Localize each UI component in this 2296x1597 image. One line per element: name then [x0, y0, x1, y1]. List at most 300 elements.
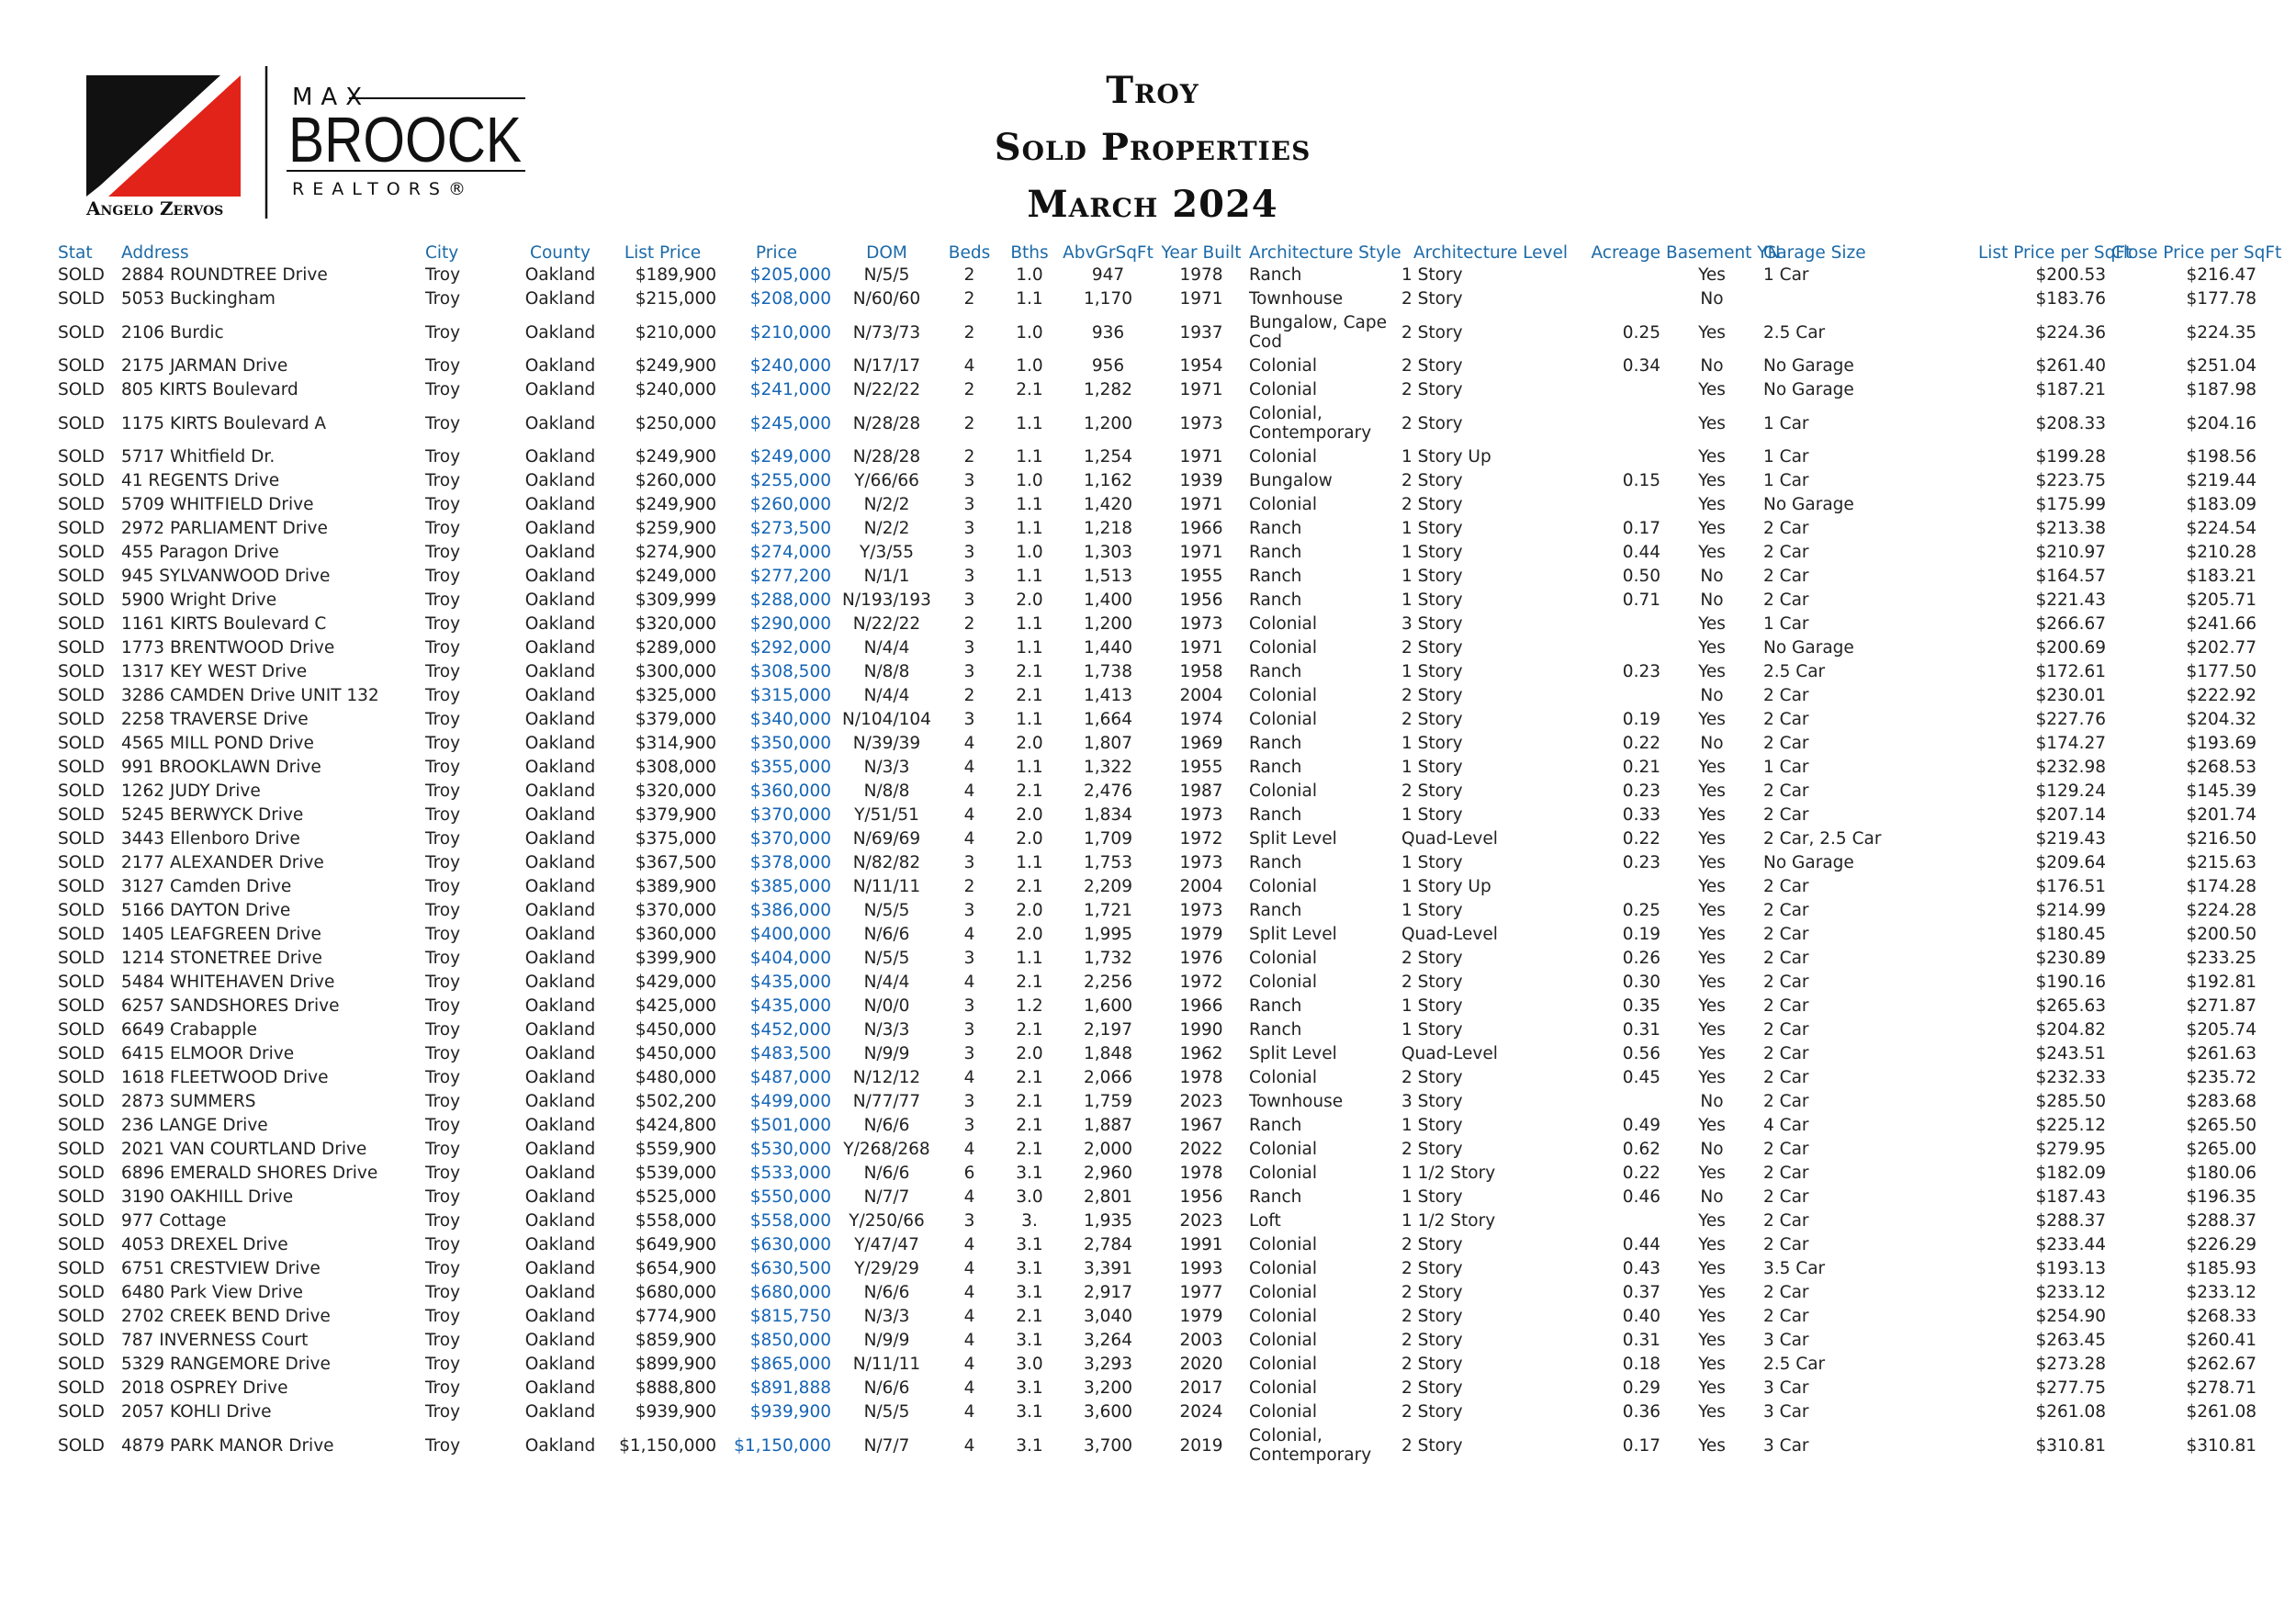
table-cell: 0.15 — [1622, 471, 1660, 490]
table-cell: $222.92 — [2186, 686, 2257, 705]
table-cell: No Garage — [1763, 380, 1854, 399]
table-cell: Oakland — [524, 996, 596, 1016]
table-cell: 3. — [1021, 1211, 1038, 1231]
table-cell: $249,000 — [749, 447, 831, 467]
table-cell: $263.45 — [2035, 1331, 2106, 1350]
table-cell: Oakland — [524, 471, 596, 490]
column-header: Close Price per SqFt — [2111, 243, 2282, 263]
table-cell: 1937 — [1179, 322, 1223, 343]
table-cell: 1 Story — [1401, 1116, 1463, 1135]
table-cell: 2 Car — [1763, 734, 1809, 753]
table-cell: Colonial — [1249, 710, 1318, 729]
column-header: AbvGrSqFt — [1063, 243, 1154, 263]
table-cell: No — [1700, 1187, 1724, 1207]
table-cell: Oakland — [524, 543, 596, 562]
table-cell: Yes — [1698, 1044, 1726, 1063]
table-cell: 2.1 — [1016, 1092, 1043, 1111]
table-cell: 0.30 — [1622, 973, 1660, 992]
table-row — [55, 1256, 2259, 1280]
table-row — [55, 1113, 2259, 1137]
table-cell: SOLD — [58, 447, 105, 467]
table-row — [55, 612, 2259, 635]
table-cell: 3 — [963, 471, 975, 490]
table-cell: $502,200 — [635, 1092, 716, 1111]
table-cell: 0.44 — [1622, 1235, 1660, 1254]
table-cell: 3.1 — [1016, 1283, 1043, 1302]
table-cell: 1966 — [1179, 996, 1223, 1016]
table-cell: 6896 EMERALD SHORES Drive — [121, 1164, 378, 1183]
table-cell: 1.1 — [1016, 289, 1043, 309]
table-cell: 2,960 — [1084, 1164, 1132, 1183]
table-cell: $221.43 — [2035, 590, 2106, 610]
table-row — [55, 468, 2259, 492]
table-cell: $385,000 — [749, 877, 831, 896]
table-cell: N/28/28 — [852, 447, 921, 467]
table-cell: $224.28 — [2186, 901, 2257, 920]
table-cell: Colonial — [1249, 1355, 1318, 1374]
table-cell: 1971 — [1179, 543, 1223, 562]
table-cell: 3.1 — [1016, 1164, 1043, 1183]
table-cell: 3 Car — [1763, 1435, 1809, 1456]
table-row — [55, 516, 2259, 540]
table-cell: Oakland — [524, 447, 596, 467]
table-cell: N/9/9 — [863, 1044, 910, 1063]
table-cell: 1,303 — [1084, 543, 1132, 562]
table-row — [55, 970, 2259, 994]
table-cell: $235.72 — [2186, 1068, 2257, 1087]
table-cell: 1,322 — [1084, 758, 1132, 777]
table-cell: SOLD — [58, 805, 105, 825]
table-cell: Colonial — [1249, 1402, 1318, 1422]
table-cell: Troy — [425, 925, 461, 944]
table-cell: 0.34 — [1622, 356, 1660, 376]
table-cell: 1262 JUDY Drive — [121, 782, 261, 801]
table-cell: 2,801 — [1084, 1187, 1132, 1207]
table-cell: 2004 — [1179, 686, 1223, 705]
table-cell: 2 Car — [1763, 1068, 1809, 1087]
table-cell: SOLD — [58, 265, 105, 285]
table-cell: 1.0 — [1016, 471, 1043, 490]
table-cell: Troy — [425, 1235, 461, 1254]
table-cell: 1,440 — [1084, 638, 1132, 658]
table-cell: Troy — [425, 590, 461, 610]
table-cell: 2 Car — [1763, 1283, 1809, 1302]
column-header: Architecture Style — [1249, 243, 1401, 263]
table-cell: $310.81 — [2035, 1435, 2106, 1456]
table-cell: SOLD — [58, 322, 105, 343]
table-row — [55, 588, 2259, 612]
table-cell: Colonial — [1249, 949, 1318, 968]
table-cell: 1,200 — [1084, 413, 1132, 433]
table-cell: 2 — [963, 322, 975, 343]
table-cell: 0.22 — [1622, 734, 1660, 753]
table-cell: 4 — [963, 1378, 975, 1398]
title-subtitle: Sold Properties — [994, 126, 1311, 169]
table-cell: $340,000 — [749, 710, 831, 729]
table-cell: Troy — [425, 1020, 461, 1040]
table-cell: 2 Story — [1401, 710, 1463, 729]
table-cell: 1971 — [1179, 380, 1223, 399]
table-cell: Yes — [1698, 1402, 1726, 1422]
table-cell: 5900 Wright Drive — [121, 590, 277, 610]
table-cell: 4 — [963, 734, 975, 753]
table-cell: No — [1700, 356, 1724, 376]
table-cell: No — [1700, 590, 1724, 610]
table-cell: $367,500 — [635, 853, 716, 872]
table-cell: 1978 — [1179, 1068, 1223, 1087]
table-cell: 1405 LEAFGREEN Drive — [121, 925, 321, 944]
table-cell: 1955 — [1179, 567, 1223, 586]
table-cell: 41 REGENTS Drive — [121, 471, 280, 490]
table-cell — [1582, 683, 1663, 707]
table-cell: 0.25 — [1622, 322, 1660, 343]
table-cell: $192.81 — [2186, 973, 2257, 992]
table-cell: Oakland — [524, 1044, 596, 1063]
table-cell: Split Level — [1249, 829, 1337, 849]
table-cell: 2 Car — [1763, 567, 1809, 586]
table-cell: Troy — [425, 1164, 461, 1183]
table-cell: 1971 — [1179, 447, 1223, 467]
table-cell: $290,000 — [749, 614, 831, 634]
table-cell: $200.53 — [2035, 265, 2106, 285]
table-row — [55, 1423, 2259, 1467]
table-cell: $215,000 — [635, 289, 716, 309]
table-row — [55, 263, 2259, 287]
table-cell: Ranch — [1249, 901, 1302, 920]
brand-broock: BROOCK — [288, 104, 522, 175]
table-cell: 1 Car — [1763, 758, 1809, 777]
table-row — [55, 803, 2259, 827]
table-cell: $315,000 — [749, 686, 831, 705]
table-cell: 1 Car — [1763, 447, 1809, 467]
table-cell: 1990 — [1179, 1020, 1223, 1040]
table-cell: 2 Car — [1763, 1092, 1809, 1111]
table-cell: 1 Story — [1401, 567, 1463, 586]
table-cell: 5053 Buckingham — [121, 289, 276, 309]
table-cell: Ranch — [1249, 1020, 1302, 1040]
table-cell: 3.1 — [1016, 1378, 1043, 1398]
table-cell: 2 Story — [1401, 1307, 1463, 1326]
table-cell: 6751 CRESTVIEW Drive — [121, 1259, 321, 1278]
table-cell: 4 — [963, 973, 975, 992]
table-cell: 1,753 — [1084, 853, 1132, 872]
table-cell: 2972 PARLIAMENT Drive — [121, 519, 328, 538]
table-row — [55, 779, 2259, 803]
table-cell: 2021 VAN COURTLAND Drive — [121, 1140, 367, 1159]
table-cell: 2873 SUMMERS — [121, 1092, 256, 1111]
table-cell: Colonial — [1249, 1140, 1318, 1159]
table-cell: SOLD — [58, 1355, 105, 1374]
table-cell — [1582, 444, 1663, 468]
table-cell: 5166 DAYTON Drive — [121, 901, 291, 920]
table-cell: 1.1 — [1016, 413, 1043, 433]
table-cell: N/6/6 — [863, 1116, 910, 1135]
table-cell: $350,000 — [749, 734, 831, 753]
table-cell: Yes — [1698, 1235, 1726, 1254]
table-cell: 1 Car — [1763, 614, 1809, 634]
table-cell: $210.28 — [2186, 543, 2257, 562]
table-cell — [1582, 1089, 1663, 1113]
table-cell: $450,000 — [635, 1020, 716, 1040]
table-cell: N/82/82 — [852, 853, 921, 872]
table-cell: 2175 JARMAN Drive — [121, 356, 288, 376]
table-cell: $214.99 — [2035, 901, 2106, 920]
table-cell: Troy — [425, 543, 461, 562]
table-cell: $308,000 — [635, 758, 716, 777]
table-cell: $378,000 — [749, 853, 831, 872]
table-cell: Yes — [1698, 447, 1726, 467]
table-cell: No — [1700, 1092, 1724, 1111]
table-cell: 2.1 — [1016, 380, 1043, 399]
table-cell: 2057 KOHLI Drive — [121, 1402, 272, 1422]
table-cell: $370,000 — [749, 805, 831, 825]
table-cell: Oakland — [524, 901, 596, 920]
table-cell: 0.31 — [1622, 1331, 1660, 1350]
table-cell: Yes — [1698, 901, 1726, 920]
table-cell: 455 Paragon Drive — [121, 543, 279, 562]
table-cell: 1.0 — [1016, 265, 1043, 285]
table-row — [55, 994, 2259, 1018]
table-cell: 1978 — [1179, 265, 1223, 285]
table-cell: 947 — [1091, 265, 1125, 285]
table-cell: $187.43 — [2035, 1187, 2106, 1207]
column-header: DOM — [866, 243, 907, 263]
table-cell: Bungalow — [1249, 471, 1333, 490]
table-cell: $260.41 — [2186, 1331, 2257, 1350]
table-cell: $654,900 — [635, 1259, 716, 1278]
table-cell: $249,900 — [635, 356, 716, 376]
table-cell: $774,900 — [635, 1307, 716, 1326]
table-cell: 1972 — [1179, 829, 1223, 849]
table-cell: 3 — [963, 1116, 975, 1135]
table-cell: 1,664 — [1084, 710, 1132, 729]
table-cell: Ranch — [1249, 567, 1302, 586]
table-row — [55, 287, 2259, 310]
table-cell: 2 Car, 2.5 Car — [1763, 829, 1882, 849]
table-row — [55, 946, 2259, 970]
table-header-row — [55, 239, 2259, 263]
table-row — [55, 1209, 2259, 1232]
table-cell: No — [1700, 1140, 1724, 1159]
table-cell: 0.19 — [1622, 925, 1660, 944]
table-cell: $200.50 — [2186, 925, 2257, 944]
column-header: Architecture Level — [1413, 243, 1568, 263]
table-cell: $255,000 — [749, 471, 831, 490]
table-cell: $558,000 — [635, 1211, 716, 1231]
table-cell: $266.67 — [2035, 614, 2106, 634]
table-cell: 3 — [963, 519, 975, 538]
table-cell: 2 — [963, 413, 975, 433]
table-cell: 1.1 — [1016, 949, 1043, 968]
table-cell: 1,834 — [1084, 805, 1132, 825]
table-cell: Troy — [425, 805, 461, 825]
table-cell: 4 — [963, 1283, 975, 1302]
table-cell: Oakland — [524, 322, 596, 343]
column-header: Stat — [58, 243, 93, 263]
table-cell: SOLD — [58, 996, 105, 1016]
table-cell: $355,000 — [749, 758, 831, 777]
table-cell: Troy — [425, 1355, 461, 1374]
table-cell: $815,750 — [749, 1307, 831, 1326]
table-cell: 2.1 — [1016, 662, 1043, 681]
table-cell: Yes — [1698, 1355, 1726, 1374]
table-cell: $200.69 — [2035, 638, 2106, 658]
table-cell: N/77/77 — [852, 1092, 921, 1111]
table-cell: SOLD — [58, 638, 105, 658]
table-cell: 2003 — [1179, 1331, 1223, 1350]
table-cell: 3 — [963, 901, 975, 920]
table-cell: N/7/7 — [863, 1187, 910, 1207]
table-cell: $225.12 — [2035, 1116, 2106, 1135]
table-cell: 5329 RANGEMORE Drive — [121, 1355, 331, 1374]
table-cell: $499,000 — [749, 1092, 831, 1111]
table-cell: 1.1 — [1016, 519, 1043, 538]
table-cell: 4 — [963, 1140, 975, 1159]
table-cell: $939,900 — [635, 1402, 716, 1422]
table-cell: SOLD — [58, 1068, 105, 1087]
table-cell: Troy — [425, 686, 461, 705]
table-cell: Quad-Level — [1401, 925, 1498, 944]
table-cell: Oakland — [524, 265, 596, 285]
table-cell: Oakland — [524, 782, 596, 801]
table-cell: $145.39 — [2186, 782, 2257, 801]
table-cell: $187.98 — [2186, 380, 2257, 399]
table-cell: 1974 — [1179, 710, 1223, 729]
table-cell: 2 Story — [1401, 1140, 1463, 1159]
table-cell: N/39/39 — [852, 734, 921, 753]
table-cell: $261.63 — [2186, 1044, 2257, 1063]
table-cell: Troy — [425, 1044, 461, 1063]
table-cell: 3.0 — [1016, 1355, 1043, 1374]
table-cell: 3 — [963, 949, 975, 968]
table-cell: Yes — [1698, 638, 1726, 658]
table-cell: $389,900 — [635, 877, 716, 896]
table-cell: 3 — [963, 710, 975, 729]
table-cell: 2.1 — [1016, 782, 1043, 801]
table-cell: Yes — [1698, 265, 1726, 285]
table-cell: Troy — [425, 1307, 461, 1326]
column-header: Bths — [1010, 243, 1049, 263]
table-cell: $309,999 — [635, 590, 716, 610]
table-cell: 1954 — [1179, 356, 1223, 376]
table-cell: 2 Car — [1763, 1020, 1809, 1040]
table-cell: $233.12 — [2186, 1283, 2257, 1302]
table-cell: Oakland — [524, 973, 596, 992]
table-cell: 1,282 — [1084, 380, 1132, 399]
table-cell: Troy — [425, 638, 461, 658]
table-cell: 1,848 — [1084, 1044, 1132, 1063]
table-cell: 3,264 — [1084, 1331, 1132, 1350]
table-cell: 1 Story — [1401, 1187, 1463, 1207]
table-cell: 1,732 — [1084, 949, 1132, 968]
table-cell: No — [1700, 289, 1724, 309]
table-row — [55, 874, 2259, 898]
table-cell: 1 Story — [1401, 1020, 1463, 1040]
table-cell: 1993 — [1179, 1259, 1223, 1278]
table-cell: Yes — [1698, 1116, 1726, 1135]
table-cell: 4 — [963, 1235, 975, 1254]
table-cell: 1.1 — [1016, 495, 1043, 514]
table-cell: $379,000 — [635, 710, 716, 729]
table-cell: 1939 — [1179, 471, 1223, 490]
table-cell: 1.0 — [1016, 356, 1043, 376]
table-cell: 2 Story — [1401, 1068, 1463, 1087]
table-row — [55, 659, 2259, 683]
table-cell: $939,900 — [749, 1402, 831, 1422]
table-cell: SOLD — [58, 519, 105, 538]
table-cell: 2,476 — [1084, 782, 1132, 801]
table-cell: N/8/8 — [863, 662, 910, 681]
table-cell: Colonial — [1249, 1307, 1318, 1326]
table-cell: $202.77 — [2186, 638, 2257, 658]
table-cell: 0.22 — [1622, 829, 1660, 849]
table-cell: 1.1 — [1016, 614, 1043, 634]
table-cell: $241.66 — [2186, 614, 2257, 634]
table-cell: Colonial — [1249, 686, 1318, 705]
table-row — [55, 755, 2259, 779]
table-cell: $288,000 — [749, 590, 831, 610]
table-cell: 3.1 — [1016, 1235, 1043, 1254]
table-cell: Troy — [425, 1259, 461, 1278]
table-cell: 2 Story — [1401, 356, 1463, 376]
table-cell: 0.22 — [1622, 1164, 1660, 1183]
table-cell: 3286 CAMDEN Drive UNIT 132 — [121, 686, 379, 705]
table-cell: Troy — [425, 1402, 461, 1422]
table-cell: Yes — [1698, 413, 1726, 433]
table-cell: Ranch — [1249, 543, 1302, 562]
table-cell: Oakland — [524, 853, 596, 872]
table-cell — [1582, 874, 1663, 898]
table-cell: 6 — [963, 1164, 975, 1183]
table-cell: $193.69 — [2186, 734, 2257, 753]
table-cell: Y/3/55 — [859, 543, 915, 562]
table-cell: Colonial — [1249, 614, 1318, 634]
table-cell: $399,900 — [635, 949, 716, 968]
table-cell: 3,200 — [1084, 1378, 1132, 1398]
table-cell: $219.43 — [2035, 829, 2106, 849]
table-cell: 3.1 — [1016, 1435, 1043, 1456]
max-broock-logo — [83, 64, 542, 220]
table-cell: Ranch — [1249, 734, 1302, 753]
table-cell: $487,000 — [749, 1068, 831, 1087]
table-cell: SOLD — [58, 901, 105, 920]
table-cell: $325,000 — [635, 686, 716, 705]
table-cell: 2 Story — [1401, 1235, 1463, 1254]
table-cell: Troy — [425, 758, 461, 777]
table-cell: Oakland — [524, 1211, 596, 1231]
table-cell: $630,000 — [749, 1235, 831, 1254]
table-cell: 2 Car — [1763, 710, 1809, 729]
column-header: Year Built — [1161, 243, 1242, 263]
table-cell: 0.62 — [1622, 1140, 1660, 1159]
table-cell: 2 — [963, 447, 975, 467]
table-cell: 2 Car — [1763, 949, 1809, 968]
table-cell: 4 — [963, 1259, 975, 1278]
table-cell: Troy — [425, 413, 461, 433]
table-cell: Y/29/29 — [854, 1259, 919, 1278]
table-cell: Oakland — [524, 413, 596, 433]
table-cell: 1978 — [1179, 1164, 1223, 1183]
table-cell: SOLD — [58, 1116, 105, 1135]
table-cell: Oakland — [524, 1068, 596, 1087]
table-cell: 3,391 — [1084, 1259, 1132, 1278]
table-cell: Ranch — [1249, 996, 1302, 1016]
table-row — [55, 731, 2259, 755]
column-header: Acreage — [1591, 243, 1660, 263]
logo-graphic — [83, 64, 542, 220]
table-cell: Y/250/66 — [849, 1211, 925, 1231]
table-cell: $207.14 — [2035, 805, 2106, 825]
